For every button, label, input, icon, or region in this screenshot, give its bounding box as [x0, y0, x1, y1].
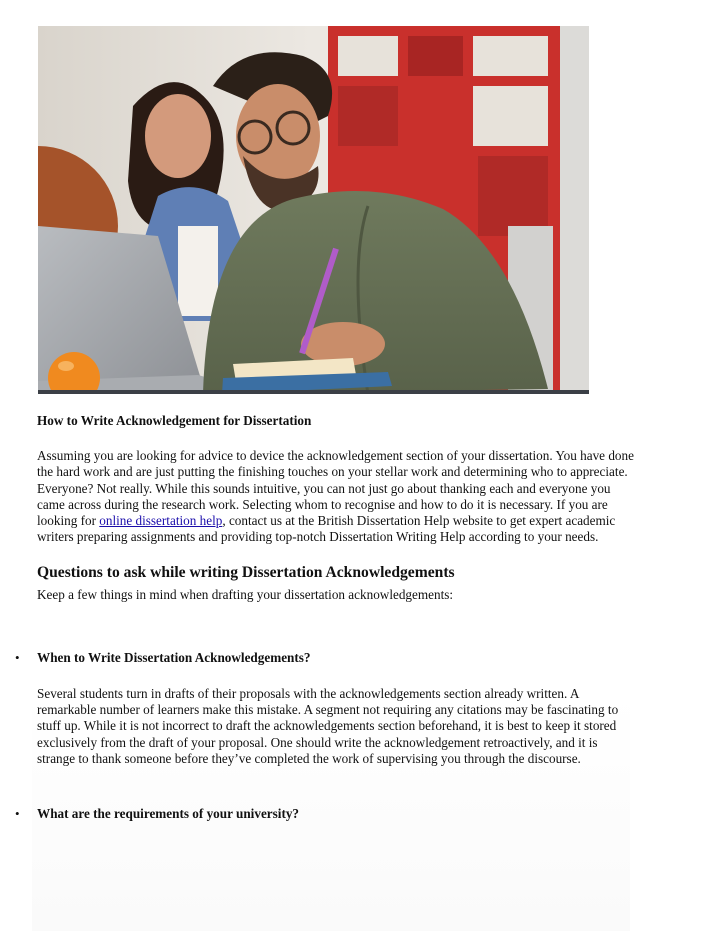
- bullet-title: What are the requirements of your university?: [37, 806, 300, 821]
- section-heading: How to Write Acknowledgement for Dissertation: [37, 413, 312, 428]
- hero-photo: [38, 26, 589, 394]
- intro-text-before: Assuming you are looking for advice to device the acknowledgement section of your dissertation. You have done the hard work and are just putting the finishing touches on your stellar work and determining who to appreciate. Everyone? Not really. While this sounds intuitive, you can not just go about thanking each and everyone you came across during the research work. Selecting whom to recognise and how to do it is necessary. If you are looking for: [37, 448, 634, 529]
- bullet-icon: •: [15, 806, 20, 821]
- article-content: [37, 413, 637, 603]
- bullet-body: [37, 686, 637, 767]
- bullet-title: When to Write Dissertation Acknowledgements?: [37, 650, 311, 665]
- intro-paragraph: [37, 448, 637, 545]
- online-dissertation-help-link[interactable]: online dissertation help: [99, 513, 223, 529]
- questions-heading: Questions to ask while writing Dissertation Acknowledgements: [37, 564, 455, 582]
- photo-students-studying-icon: [38, 26, 589, 394]
- bullet-icon: •: [15, 650, 20, 665]
- intro-text-after: , contact us at the British Dissertation Help website to get expert academic writers preparing assignments and providing top-notch Dissertation Writing Help according to your needs.: [37, 513, 616, 545]
- bullet-paragraph: Several students turn in drafts of their proposals with the acknowledgements section already written. A remarkable number of learners make this mistake. A segment not requiring any citations may be fascinating to stuff up. While it is not incorrect to draft the acknowledgements section beforehand, it is best to keep it stored exclusively from the draft of your proposal. One should write the acknowledgement retroactively, and it is strange to thank someone before they’ve completed the work of supervising you through the discourse.: [37, 686, 619, 766]
- lead-paragraph: Keep a few things in mind when drafting your dissertation acknowledgements:: [37, 586, 454, 602]
